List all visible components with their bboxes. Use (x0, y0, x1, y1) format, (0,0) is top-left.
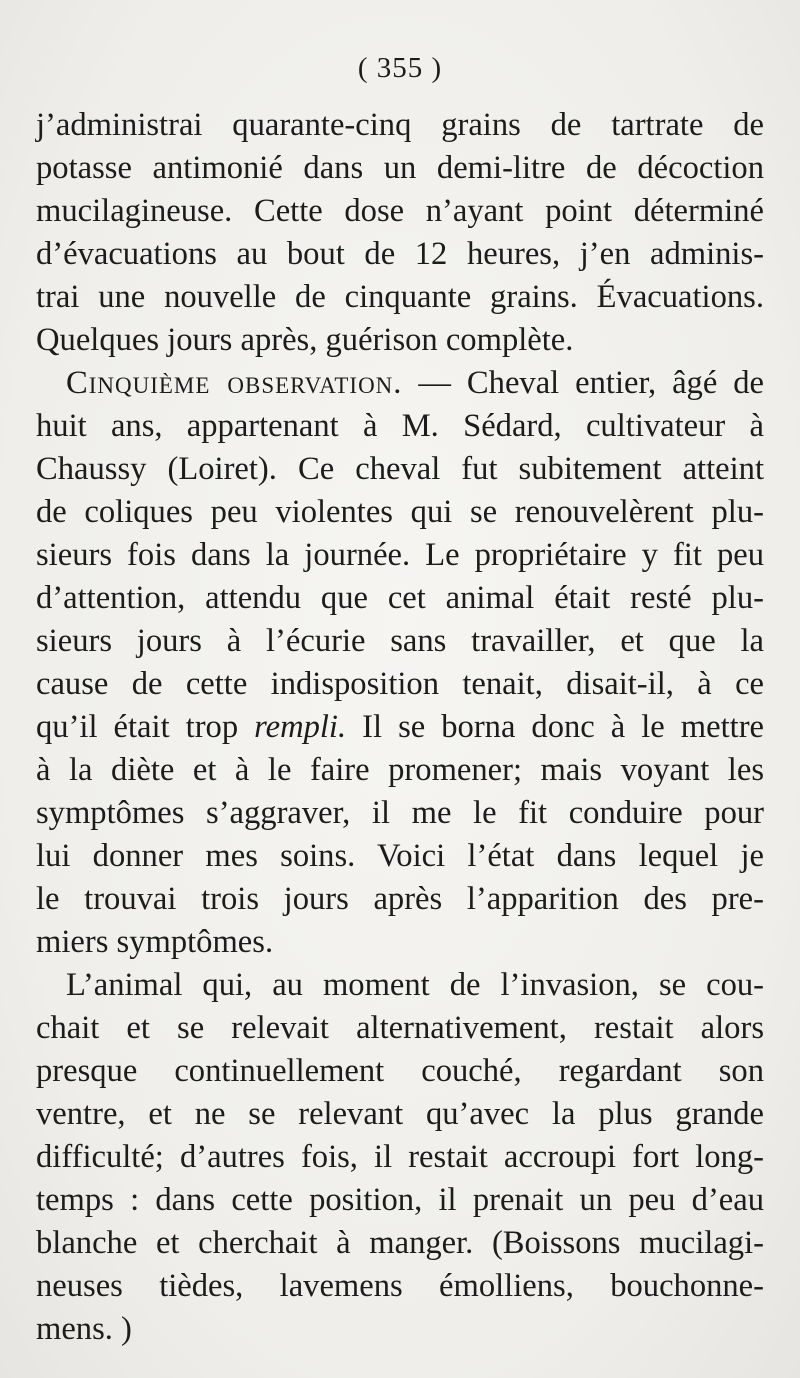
text-line: lui donner mes soins. Voici l’état dans lequel je (36, 838, 764, 874)
heading-line-rest: — Cheval entier, âgé de (418, 365, 764, 401)
page-number: ( 355 ) (357, 52, 443, 84)
text-line: sieurs fois dans la journée. Le propriétaire y fit peu (36, 537, 764, 573)
text-line: symptômes s’aggraver, il me le fit conduire pour (36, 795, 764, 831)
text-line: d’évacuations au bout de 12 heures, j’en adminis- (36, 236, 764, 272)
text-line: Chaussy (Loiret). Ce cheval fut subitement atteint (36, 451, 764, 487)
italic-word: rempli. (254, 709, 347, 745)
text-line: trai une nouvelle de cinquante grains. Évacuations. (36, 279, 764, 315)
text-line: difficulté; d’autres fois, il restait accroupi fort long- (36, 1139, 764, 1175)
text-line: le trouvai trois jours après l’apparition des pre- (36, 881, 764, 917)
text-line: chait et se relevait alternativement, restait alors (36, 1010, 764, 1046)
text-line: j’administrai quarante-cinq grains de tartrate de (36, 107, 764, 143)
text-line: temps : dans cette position, il prenait un peu d’eau (36, 1182, 764, 1218)
text-line: huit ans, appartenant à M. Sédard, cultivateur à (36, 408, 764, 444)
text-line: cause de cette indisposition tenait, disait-il, à ce (36, 666, 764, 702)
text-line-heading (36, 362, 764, 405)
paragraph-observation (36, 362, 764, 964)
text-line: presque continuellement couché, regardant son (36, 1053, 764, 1089)
text-line: neuses tièdes, lavemens émolliens, bouchonne- (36, 1268, 764, 1304)
text-line: mucilagineuse. Cette dose n’ayant point déterminé (36, 193, 764, 229)
text-line: Quelques jours après, guérison complète. (36, 322, 574, 358)
text-line: L’animal qui, au moment de l’invasion, se cou- (66, 967, 764, 1003)
text-line: à la diète et à le faire promener; mais voyant les (36, 752, 764, 788)
italic-line-after: Il se borna donc à le mettre (346, 709, 764, 745)
body-text (36, 104, 764, 1351)
text-line: ventre, et ne se relevant qu’avec la plus grande (36, 1096, 764, 1132)
text-line: mens. ) (36, 1311, 132, 1347)
section-heading: Cinquième observation. (66, 365, 403, 401)
text-line: d’attention, attendu que cet animal était resté plu- (36, 580, 764, 616)
text-line: sieurs jours à l’écurie sans travailler, et que la (36, 623, 764, 659)
paragraph-continuation (36, 104, 764, 362)
text-line: miers symptômes. (36, 924, 274, 960)
text-line: de coliques peu violentes qui se renouvelèrent plu- (36, 494, 764, 530)
text-line: blanche et cherchait à manger. (Boissons mucilagi- (36, 1225, 764, 1261)
italic-line-before: qu’il était trop (36, 709, 255, 745)
paragraph-description (36, 964, 764, 1351)
text-line-italic (36, 706, 764, 749)
text-line: potasse antimonié dans un demi-litre de décoction (36, 150, 764, 186)
